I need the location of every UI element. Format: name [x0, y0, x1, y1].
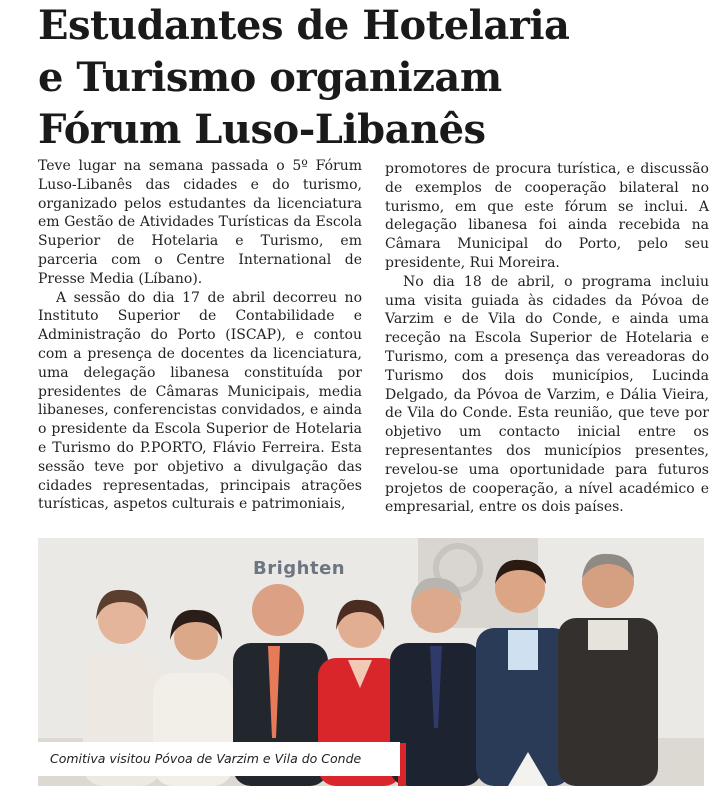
paragraph-3: promotores de procura turística, e discussão de exemplos de cooperação bilateral no turismo, em que este fórum se inclui. A delegação libanesa foi ainda recebida na Câmara Municipal do Porto, pelo seu presidente, Rui Moreira.	[385, 161, 709, 271]
right-column	[385, 160, 709, 517]
headline-line-2: e Turismo organizam	[38, 54, 502, 101]
backdrop-brand-text: Brighten	[253, 558, 346, 579]
paragraph-4: No dia 18 de abril, o programa incluiu uma visita guiada às cidades da Póvoa de Varzim e de Vila do Conde, e ainda uma receção na Escola Superior de Hotelaria e Turismo, com a presença das vereadoras do Turismo dos dois municípios, Lucinda Delgado, da Póvoa de Varzim, e Dália Vieira, de Vila do Conde. Esta reunião, que teve por objetivo um contacto inicial entre os representantes dos municípios presentes, revelou-se uma oportunidade para futuros projetos de cooperação, a nível académico e empresarial, entre os dois países.	[385, 273, 709, 516]
headline-line-3: Fórum Luso-Libanês	[38, 106, 486, 153]
paragraph-2: A sessão do dia 17 de abril decorreu no Instituto Superior de Contabilidade e Administração do Porto (ISCAP), e contou com a presença de docentes da licenciatura, uma delegação libanesa constituída por presidentes de Câmaras Municipais, media libaneses, conferencistas convidados, e ainda o presidente da Escola Superior de Hotelaria e Turismo do P.PORTO, Flávio Ferreira. Esta sessão teve por objetivo a divulgação das cidades representadas, principais atrações turísticas, aspetos culturais e patrimoniais,	[38, 289, 362, 513]
left-column	[38, 157, 362, 514]
paragraph-1: Teve lugar na semana passada o 5º Fórum Luso-Libanês das cidades e do turismo, organizado pelos estudantes da licenciatura em Gestão de Atividades Turísticas da Escola Superior de Hotelaria e Turismo, em parceria com o Centre International de Presse Media (Líbano).	[38, 158, 362, 287]
article-headline	[38, 0, 698, 156]
photo-caption: Comitiva visitou Póvoa de Varzim e Vila do Conde	[38, 742, 400, 776]
headline-line-1: Estudantes de Hotelaria	[38, 2, 570, 49]
